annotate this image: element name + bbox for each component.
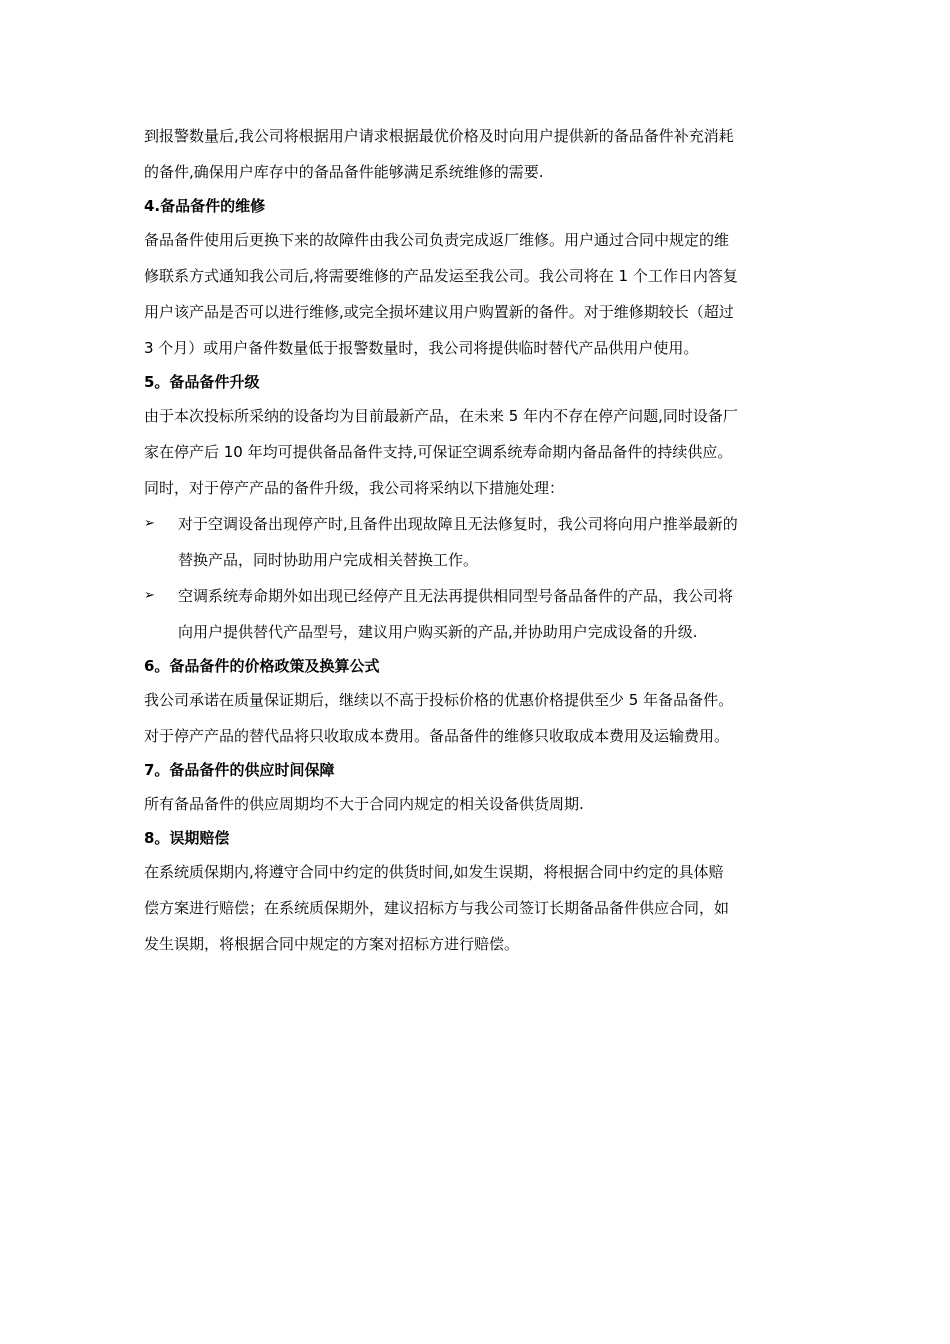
section-7-line-1: 所有备品备件的供应周期均不大于合同内规定的相关设备供货周期. [144,795,584,813]
section-6-line-1: 我公司承诺在质量保证期后，继续以不高于投标价格的优惠价格提供至少 5 年备品备件。 [144,691,734,709]
section-4-heading: 4.备品备件的维修 [144,197,266,215]
intro-line-2: 的备件,确保用户库存中的备品备件能够满足系统维修的需要. [144,163,544,181]
bullet-arrow-icon: ➢ [144,516,155,531]
section-4-line-2: 修联系方式通知我公司后,将需要维修的产品发运至我公司。我公司将在 1 个工作日内答复 [144,267,738,285]
section-4-line-3: 用户该产品是否可以进行维修,或完全损坏建议用户购置新的备件。对于维修期较长（超过 [144,303,734,321]
section-8-line-3: 发生误期，将根据合同中规定的方案对招标方进行赔偿。 [144,935,520,953]
section-4-line-1: 备品备件使用后更换下来的故障件由我公司负责完成返厂维修。用户通过合同中规定的维 [144,231,730,249]
section-4-line-4: 3 个月）或用户备件数量低于报警数量时，我公司将提供临时替代产品供用户使用。 [144,339,699,357]
bullet-2-line-2: 向用户提供替代产品型号，建议用户购买新的产品,并协助用户完成设备的升级. [178,623,698,641]
section-8-heading: 8。误期赔偿 [144,829,230,847]
bullet-1-line-2: 替换产品，同时协助用户完成相关替换工作。 [178,551,479,569]
section-5-line-3: 同时，对于停产产品的备件升级，我公司将采纳以下措施处理： [144,479,565,497]
section-8-line-2: 偿方案进行赔偿；在系统质保期外，建议招标方与我公司签订长期备品备件供应合同，如 [144,899,730,917]
intro-line-1: 到报警数量后,我公司将根据用户请求根据最优价格及时向用户提供新的备品备件补充消耗 [144,127,734,145]
section-5-line-1: 由于本次投标所采纳的设备均为目前最新产品，在未来 5 年内不存在停产问题,同时设备厂 [144,407,738,425]
bullet-1-line-1: 对于空调设备出现停产时,且备件出现故障且无法修复时，我公司将向用户推举最新的 [178,515,738,533]
section-6-line-2: 对于停产产品的替代品将只收取成本费用。备品备件的维修只收取成本费用及运输费用。 [144,727,730,745]
section-8-line-1: 在系统质保期内,将遵守合同中约定的供货时间,如发生误期，将根据合同中约定的具体赔 [144,863,724,881]
section-6-heading: 6。备品备件的价格政策及换算公式 [144,657,380,675]
bullet-2-line-1: 空调系统寿命期外如出现已经停产且无法再提供相同型号备品备件的产品，我公司将 [178,587,734,605]
bullet-arrow-icon: ➢ [144,588,155,603]
bullet-item-1 [144,506,810,578]
section-7-heading: 7。备品备件的供应时间保障 [144,761,335,779]
bullet-item-2 [144,578,810,650]
section-5-heading: 5。备品备件升级 [144,373,260,391]
section-5-line-2: 家在停产后 10 年均可提供备品备件支持,可保证空调系统寿命期内备品备件的持续供应。 [144,443,733,461]
